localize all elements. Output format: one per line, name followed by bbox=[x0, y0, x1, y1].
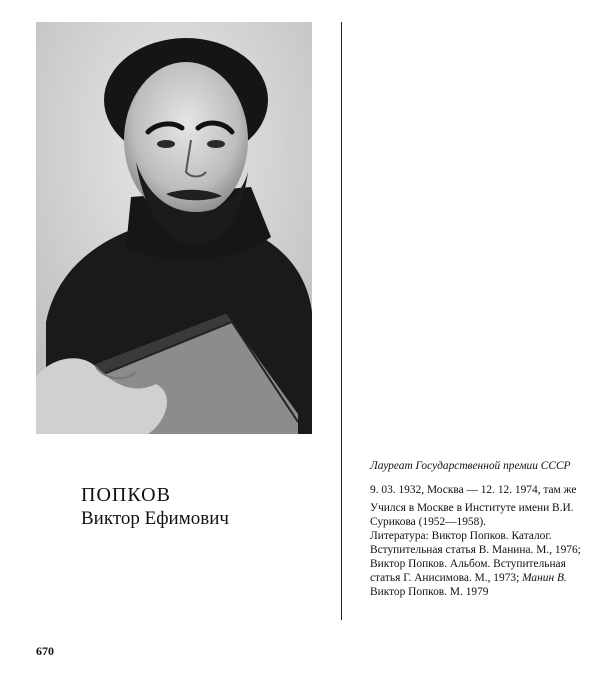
biography-column bbox=[370, 459, 585, 599]
literature-part-1: Литература: Виктор Попков. Каталог. Вступительная статья В. Манина. М., 1976; Виктор Попков. Альбом. Вступительная статья Г. Анисимова. М., 1973; bbox=[370, 530, 581, 584]
portrait-photo bbox=[36, 22, 312, 434]
education-text: Учился в Москве в Институте имени В.И. Сурикова (1952—1958). bbox=[370, 502, 574, 528]
given-names: Виктор Ефимович bbox=[81, 508, 229, 529]
portrait-illustration bbox=[36, 22, 312, 434]
literature-author-italic: Манин В. bbox=[522, 572, 567, 584]
page-number: 670 bbox=[36, 644, 54, 658]
name-block bbox=[81, 483, 229, 531]
birth-death-text: 9. 03. 1932, Москва — 12. 12. 1974, там же bbox=[370, 484, 577, 496]
award-text: Лауреат Государственной премии СССР bbox=[370, 460, 571, 472]
literature-text bbox=[370, 529, 585, 599]
surname: ПОПКОВ bbox=[81, 484, 171, 506]
column-divider bbox=[341, 22, 342, 620]
literature-part-2: Виктор Попков. М. 1979 bbox=[370, 586, 489, 598]
